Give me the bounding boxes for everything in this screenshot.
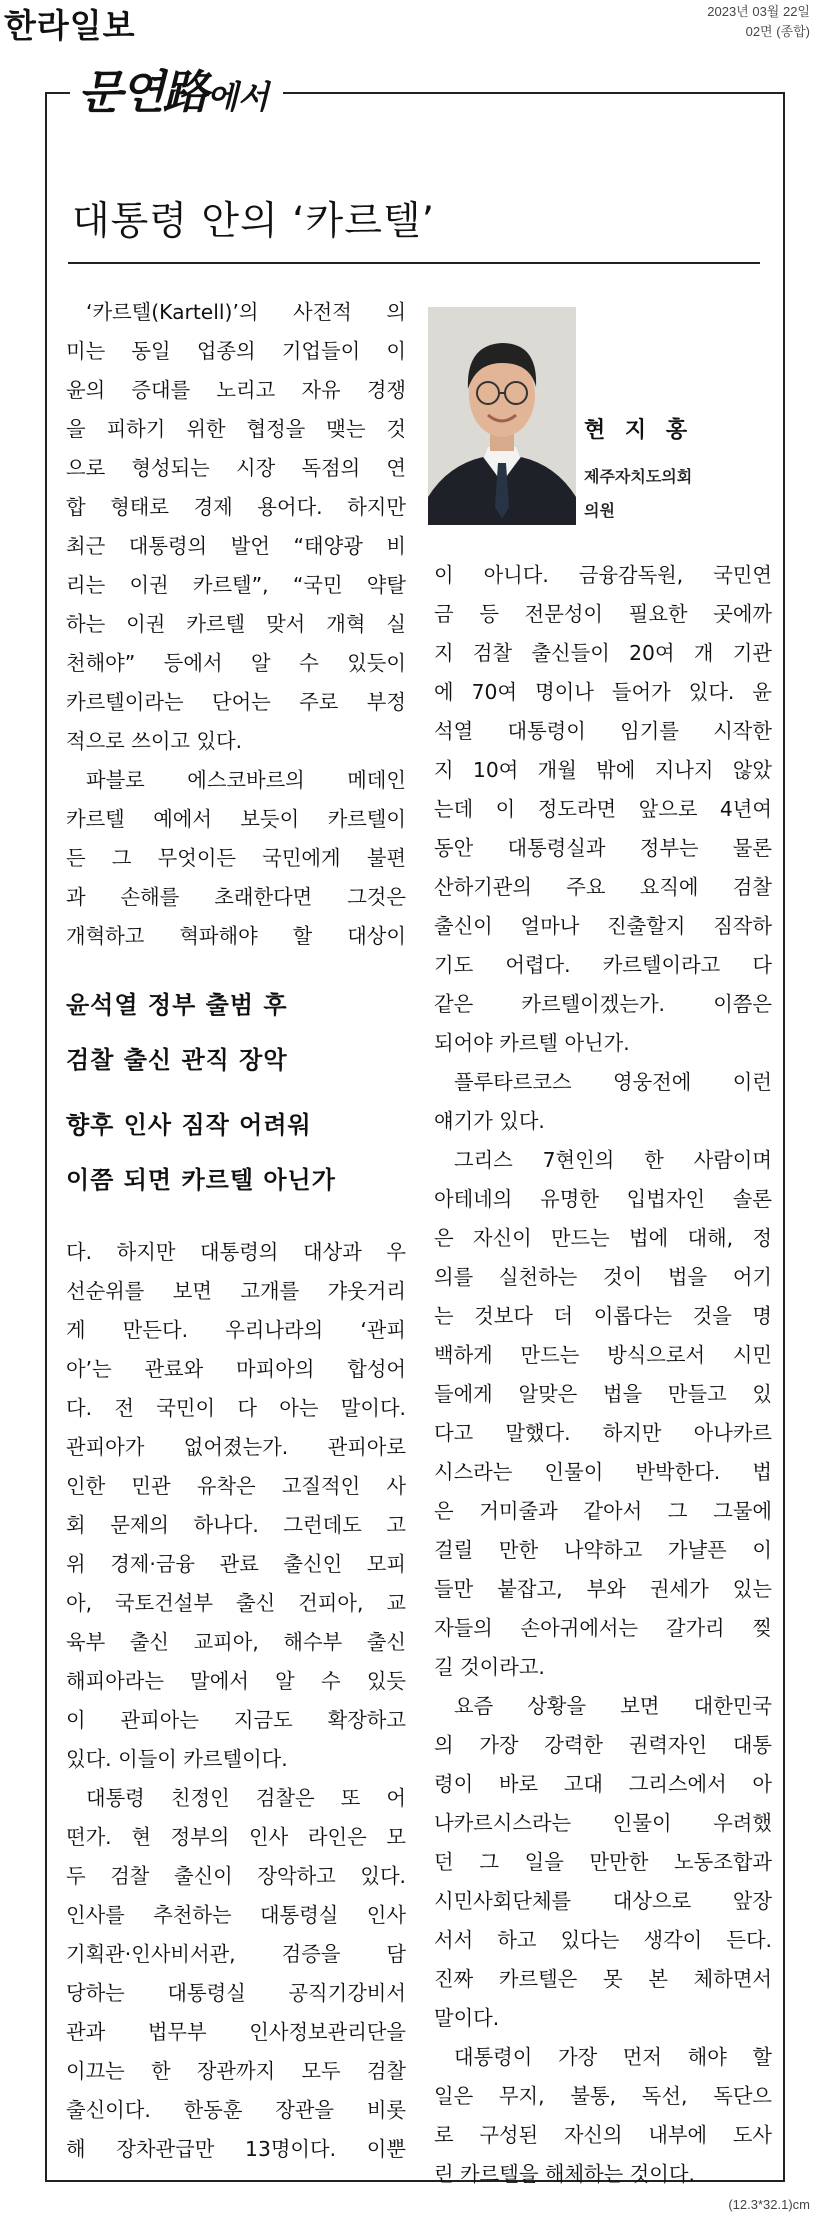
body-line: 그리스 7현인의 한 사람이며	[454, 1148, 772, 1172]
body-line: 에 70여 명이나 들어가 있다. 윤	[434, 680, 772, 704]
body-line: 백하게 만드는 방식으로서 시민	[434, 1343, 772, 1367]
author-affiliation	[584, 460, 692, 528]
author-affiliation-title: 의원	[584, 501, 615, 520]
body-line: 하는 이권 카르텔 맞서 개혁 실	[66, 612, 406, 636]
body-line: 들에게 알맞은 법을 만들고 있	[434, 1382, 772, 1406]
newspaper-masthead: 한라일보	[4, 6, 136, 45]
body-line: 인한 민관 유착은 고질적인 사	[66, 1474, 406, 1498]
body-line: 요즘 상황을 보면 대한민국	[454, 1694, 772, 1718]
subheadline: 윤석열 정부 출범 후	[66, 991, 288, 1019]
body-line: 아, 국토건설부 출신 건피아, 교	[66, 1591, 406, 1615]
body-line: 관과 법무부 인사정보관리단을	[66, 2020, 406, 2044]
body-line: 출신이다. 한동훈 장관을 비롯	[66, 2098, 406, 2122]
body-line: 있다. 이들이 카르텔이다.	[66, 1747, 288, 1771]
body-line: 리는 이권 카르텔”, “국민 약탈	[66, 573, 406, 597]
body-line: 대통령 친정인 검찰은 또 어	[86, 1786, 406, 1810]
body-line: 은 거미줄과 같아서 그 그물에	[434, 1499, 772, 1523]
body-line: 선순위를 보면 고개를 갸웃거리	[66, 1279, 406, 1303]
body-line: 아테네의 유명한 입법자인 솔론	[434, 1187, 772, 1211]
body-line: 으로 형성되는 시장 독점의 연	[66, 456, 406, 480]
body-line: 든 그 무엇이든 국민에게 불편	[66, 846, 406, 870]
body-line: 서서 하고 있다는 생각이 든다.	[434, 1928, 772, 1952]
body-line: 는데 이 정도라면 앞으로 4년여	[434, 797, 772, 821]
body-line: 최근 대통령의 발언 “태양광 비	[66, 534, 406, 558]
body-line: 얘기가 있다.	[434, 1109, 545, 1133]
body-column-left-bottom	[66, 1233, 406, 2169]
subheadline: 이쯤 되면 카르텔 아닌가	[66, 1166, 336, 1194]
body-line: 플루타르코스 영웅전에 이런	[454, 1070, 772, 1094]
body-line: 육부 출신 교피아, 해수부 출신	[66, 1630, 406, 1654]
publication-date: 2023년 03월 22일	[707, 4, 810, 19]
body-line: 회 문제의 하나다. 그런데도 고	[66, 1513, 406, 1537]
body-line: 다. 하지만 대통령의 대상과 우	[66, 1240, 406, 1264]
body-line: 윤의 증대를 노리고 자유 경쟁	[66, 378, 406, 402]
body-line: 출신이 얼마나 진출할지 짐작하	[434, 914, 772, 938]
clipping-size: (12.3*32.1)cm	[728, 2197, 810, 2212]
body-line: 같은 카르텔이겠는가. 이쯤은	[434, 992, 772, 1016]
body-line: 기획관·인사비서관, 검증을 담	[66, 1942, 406, 1966]
body-line: 금 등 전문성이 필요한 곳에까	[434, 602, 772, 626]
body-line: 천해야” 등에서 알 수 있듯이	[66, 651, 406, 675]
body-line: 시스라는 인물이 반박한다. 법	[434, 1460, 772, 1484]
body-line: 카르텔이라는 단어는 주로 부정	[66, 690, 406, 714]
body-line: 합 형태로 경제 용어다. 하지만	[66, 495, 406, 519]
body-line: 지 10여 개월 밖에 지나지 않았	[434, 758, 772, 782]
column-logo	[70, 62, 283, 127]
body-line: 의 가장 강력한 권력자인 대통	[434, 1733, 772, 1757]
column-logo-main: 문연路	[78, 65, 207, 119]
body-line: 말이다.	[434, 2006, 500, 2030]
body-line: 되어야 카르텔 아닌가.	[434, 1031, 630, 1055]
body-line: 해피아라는 말에서 알 수 있듯	[66, 1669, 406, 1693]
body-line: 당하는 대통령실 공직기강비서	[66, 1981, 406, 2005]
article-title: 대통령 안의 ‘카르텔’	[72, 199, 435, 244]
author-name: 현 지 홍	[584, 418, 694, 443]
page-number: 02면 (종합)	[745, 24, 810, 39]
body-line: 기도 어렵다. 카르텔이라고 다	[434, 953, 772, 977]
body-line: 나카르시스라는 인물이 우려했	[434, 1811, 772, 1835]
body-line: 자들의 손아귀에서는 갈가리 찢	[434, 1616, 772, 1640]
body-line: 석열 대통령이 임기를 시작한	[434, 719, 772, 743]
body-line: 을 피하기 위한 협정을 맺는 것	[66, 417, 406, 441]
body-line: 던 그 일을 만만한 노동조합과	[434, 1850, 772, 1874]
title-rule	[68, 262, 760, 264]
body-line: 위 경제·금융 관료 출신인 모피	[66, 1552, 406, 1576]
dateline	[707, 2, 810, 42]
body-line: 이 아니다. 금융감독원, 국민연	[434, 563, 772, 587]
body-line: 로 구성된 자신의 내부에 도사	[434, 2123, 772, 2147]
body-line: 진짜 카르텔은 못 본 체하면서	[434, 1967, 772, 1991]
column-logo-suffix: 에서	[206, 78, 269, 116]
body-line: 은 자신이 만드는 법에 대해, 정	[434, 1226, 772, 1250]
body-line: 다고 말했다. 하지만 아나카르	[434, 1421, 772, 1445]
body-line: 걸릴 만한 나약하고 가냘픈 이	[434, 1538, 772, 1562]
body-line: 해 장차관급만 13명이다. 이뿐	[66, 2137, 406, 2161]
body-line: 두 검찰 출신이 장악하고 있다.	[66, 1864, 406, 1888]
body-line: 게 만든다. 우리나라의 ‘관피	[66, 1318, 406, 1342]
subheadline: 향후 인사 짐작 어려워	[66, 1111, 312, 1139]
body-line: 시민사회단체를 대상으로 앞장	[434, 1889, 772, 1913]
body-line: 인사를 추천하는 대통령실 인사	[66, 1903, 406, 1927]
body-line: 들만 붙잡고, 부와 권세가 있는	[434, 1577, 772, 1601]
body-line: 길 것이라고.	[434, 1655, 545, 1679]
body-line: 동안 대통령실과 정부는 물론	[434, 836, 772, 860]
subheadline: 검찰 출신 관직 장악	[66, 1046, 288, 1074]
body-line: 다. 전 국민이 다 아는 말이다.	[66, 1396, 406, 1420]
body-line: 카르텔 예에서 보듯이 카르텔이	[66, 807, 406, 831]
body-line: 린 카르텔을 해체하는 것이다.	[434, 2162, 695, 2186]
body-line: 대통령이 가장 먼저 해야 할	[454, 2045, 772, 2069]
body-line: 이 관피아는 지금도 확장하고	[66, 1708, 406, 1732]
body-line: 관피아가 없어졌는가. 관피아로	[66, 1435, 406, 1459]
body-line: 개혁하고 혁파해야 할 대상이	[66, 924, 406, 948]
body-line: 산하기관의 주요 요직에 검찰	[434, 875, 772, 899]
body-line: ‘카르텔(Kartell)’의 사전적 의	[86, 300, 406, 324]
body-line: 아’는 관료와 마피아의 합성어	[66, 1357, 406, 1381]
body-column-left-top	[66, 293, 406, 956]
author-portrait-icon	[428, 307, 576, 525]
subheadline-block	[66, 978, 406, 1208]
body-line: 이끄는 한 장관까지 모두 검찰	[66, 2059, 406, 2083]
body-line: 는 것보다 더 이롭다는 것을 명	[434, 1304, 772, 1328]
body-line: 의를 실천하는 것이 법을 어기	[434, 1265, 772, 1289]
body-line: 적으로 쓰이고 있다.	[66, 729, 243, 753]
body-line: 떤가. 현 정부의 인사 라인은 모	[66, 1825, 406, 1849]
body-line: 미는 동일 업종의 기업들이 이	[66, 339, 406, 363]
body-column-right	[434, 556, 772, 2194]
body-line: 과 손해를 초래한다면 그것은	[66, 885, 406, 909]
author-photo	[428, 307, 576, 525]
body-line: 일은 무지, 불통, 독선, 독단으	[434, 2084, 772, 2108]
body-line: 파블로 에스코바르의 메데인	[86, 768, 406, 792]
body-line: 령이 바로 고대 그리스에서 아	[434, 1772, 772, 1796]
body-line: 지 검찰 출신들이 20여 개 기관	[434, 641, 772, 665]
author-affiliation-org: 제주자치도의회	[584, 467, 693, 486]
